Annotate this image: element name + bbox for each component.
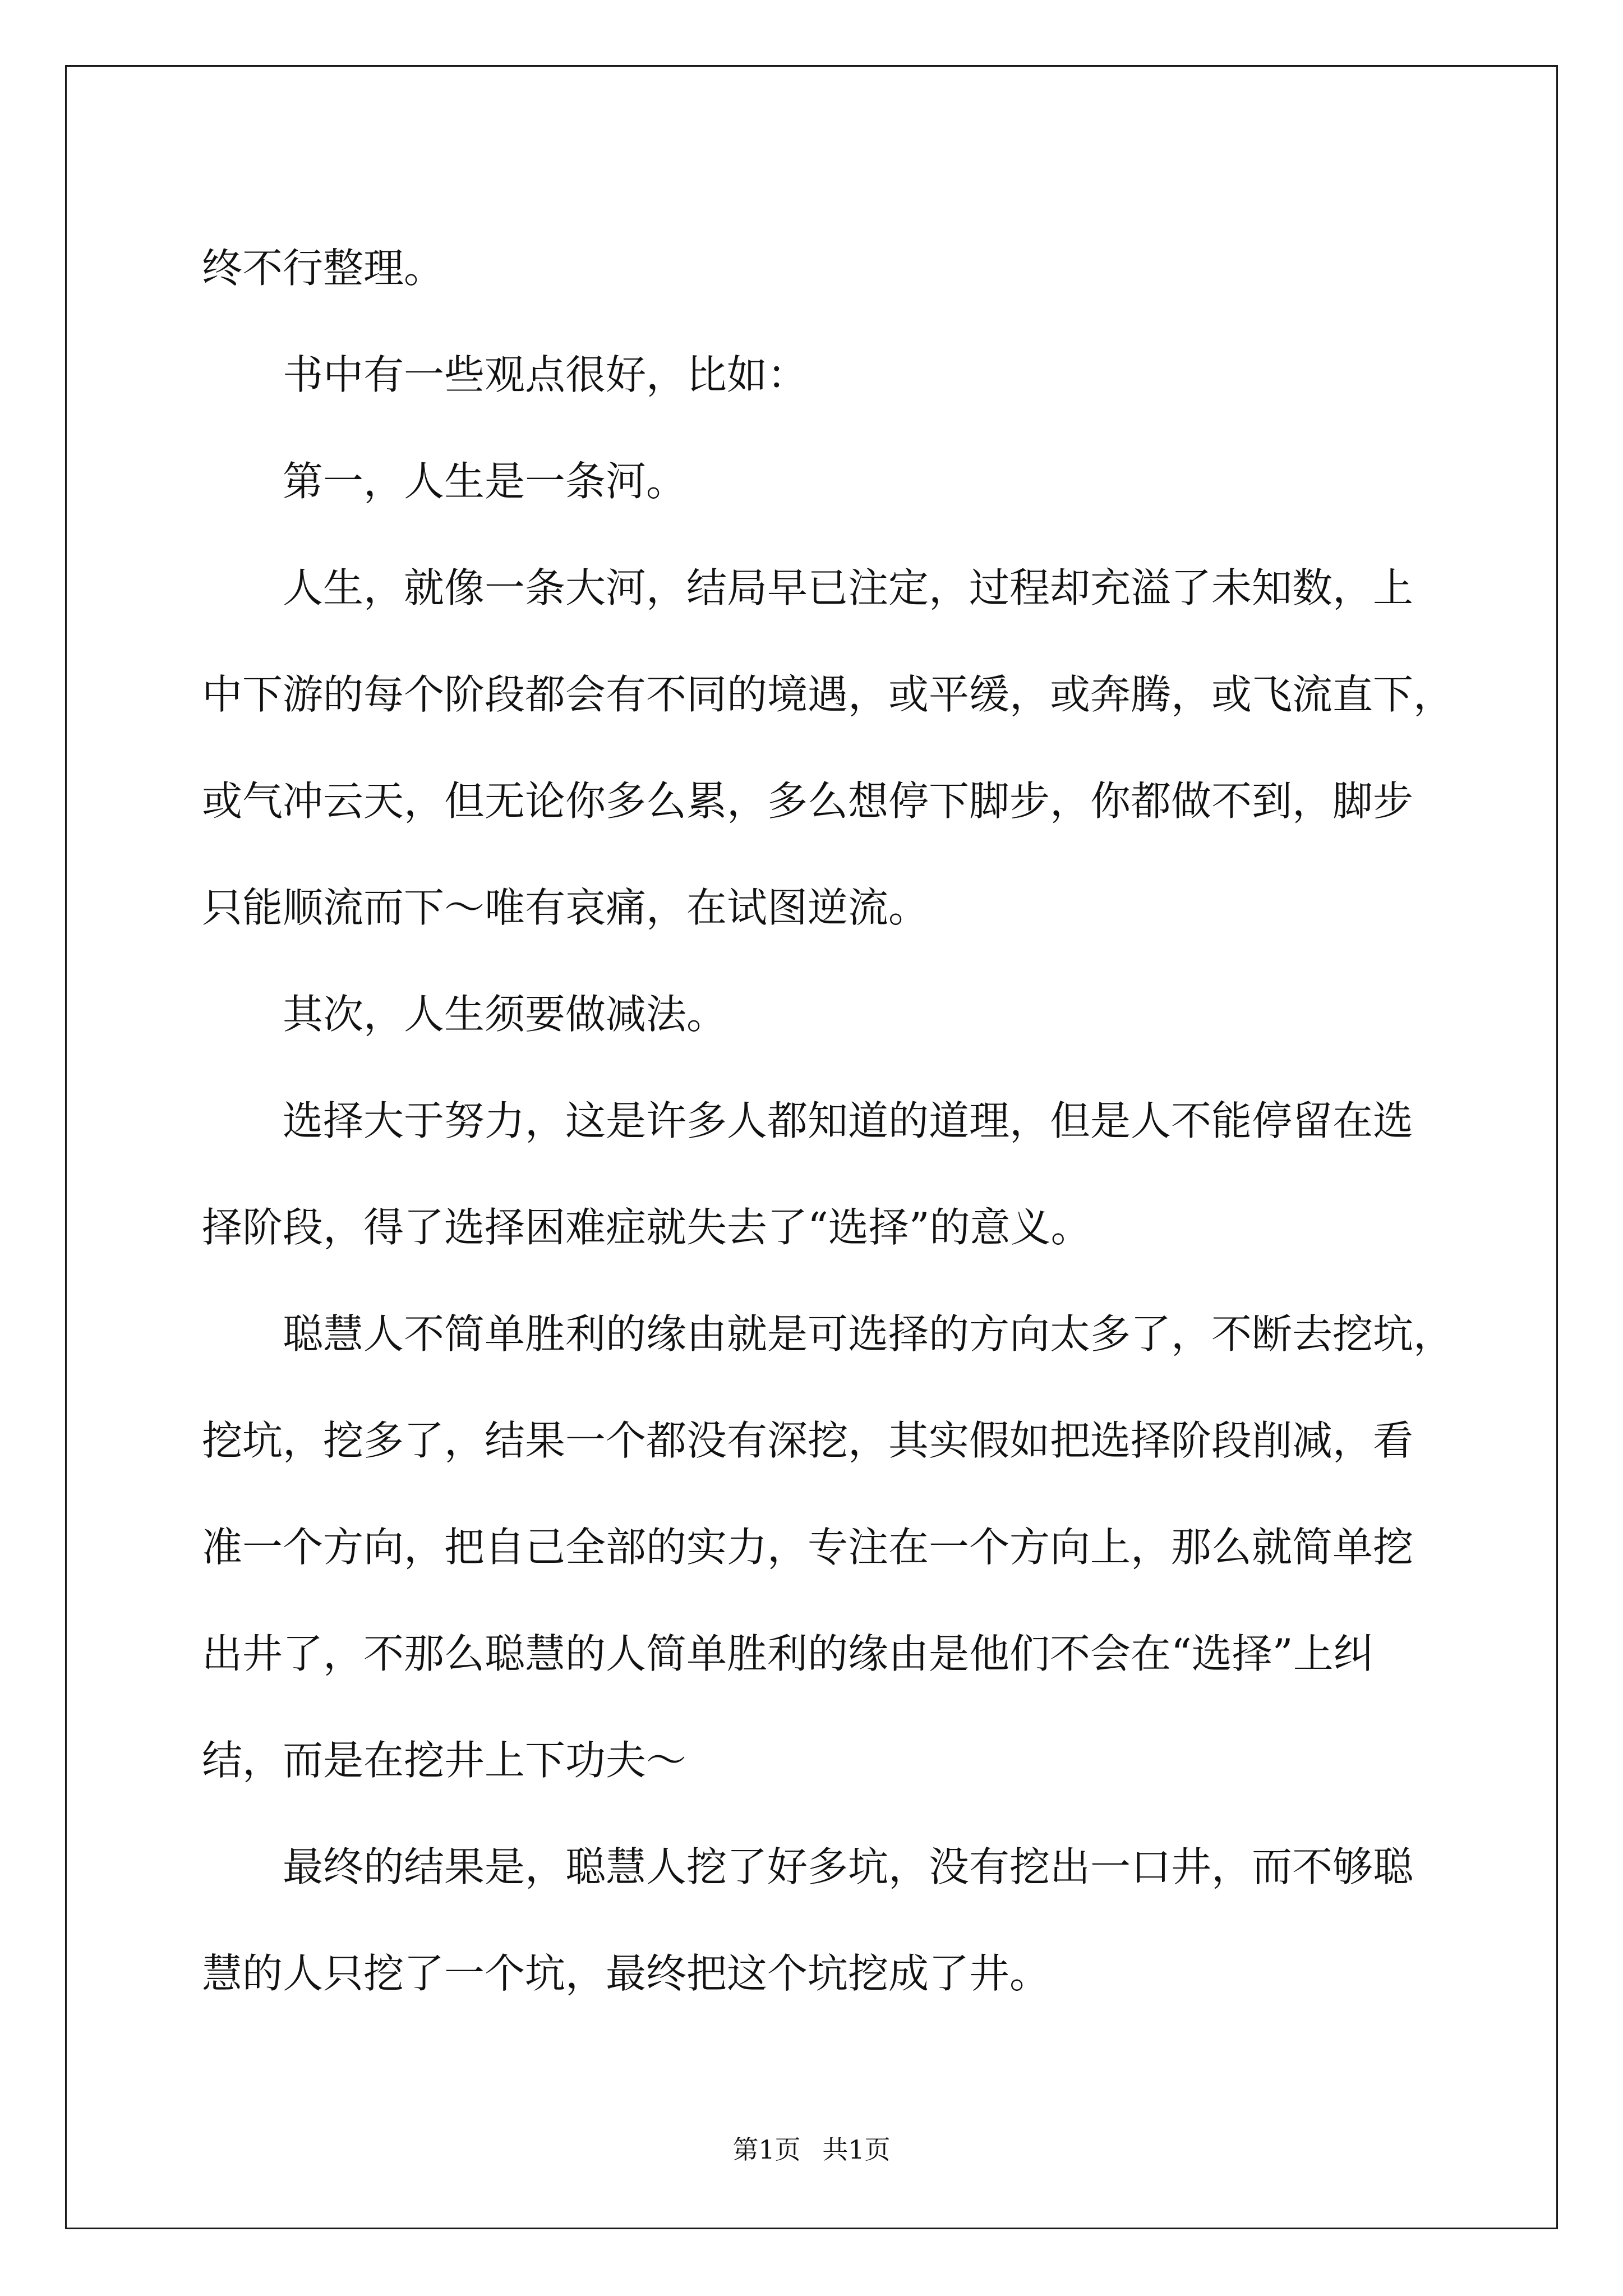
text-line: 人生，就像一条大河，结局早已注定，过程却充溢了未知数，上 (202, 564, 1414, 611)
text-line: 挖坑，挖多了，结果一个都没有深挖，其实假如把选择阶段削减，看 (202, 1417, 1414, 1464)
text-line: 或气冲云天，但无论你多么累，多么想停下脚步，你都做不到，脚步 (202, 777, 1414, 825)
text-line: 结，而是在挖井上下功夫～ (202, 1737, 687, 1784)
document-body (202, 215, 1454, 2027)
text-line: 其次，人生须要做减法。 (202, 991, 727, 1038)
text-line: 选择大于努力，这是许多人都知道的道理，但是人不能停留在选 (202, 1097, 1414, 1144)
page-footer (0, 2133, 1623, 2166)
page-number-total: 共1页 (822, 2134, 891, 2165)
page-number-current: 第1页 (732, 2134, 801, 2165)
text-line: 只能顺流而下～唯有哀痛，在试图逆流。 (202, 884, 929, 931)
text-line: 择阶段，得了选择困难症就失去了“选择”的意义。 (202, 1204, 1091, 1251)
text-line: 聪慧人不简单胜利的缘由就是可选择的方向太多了，不断去挖坑， (202, 1310, 1454, 1358)
text-line: 终不行整理。 (202, 245, 445, 292)
text-line: 第一，人生是一条河。 (202, 458, 687, 505)
text-line: 中下游的每个阶段都会有不同的境遇，或平缓，或奔腾，或飞流直下， (202, 671, 1454, 718)
text-line: 慧的人只挖了一个坑，最终把这个坑挖成了井。 (202, 1950, 1050, 1997)
text-line: 出井了，不那么聪慧的人简单胜利的缘由是他们不会在“选择”上纠 (202, 1630, 1374, 1677)
text-line: 最终的结果是，聪慧人挖了好多坑，没有挖出一口井，而不够聪 (202, 1843, 1414, 1890)
text-line: 准一个方向，把自己全部的实力，专注在一个方向上，那么就简单挖 (202, 1524, 1414, 1571)
text-line: 书中有一些观点很好，比如： (202, 351, 808, 398)
